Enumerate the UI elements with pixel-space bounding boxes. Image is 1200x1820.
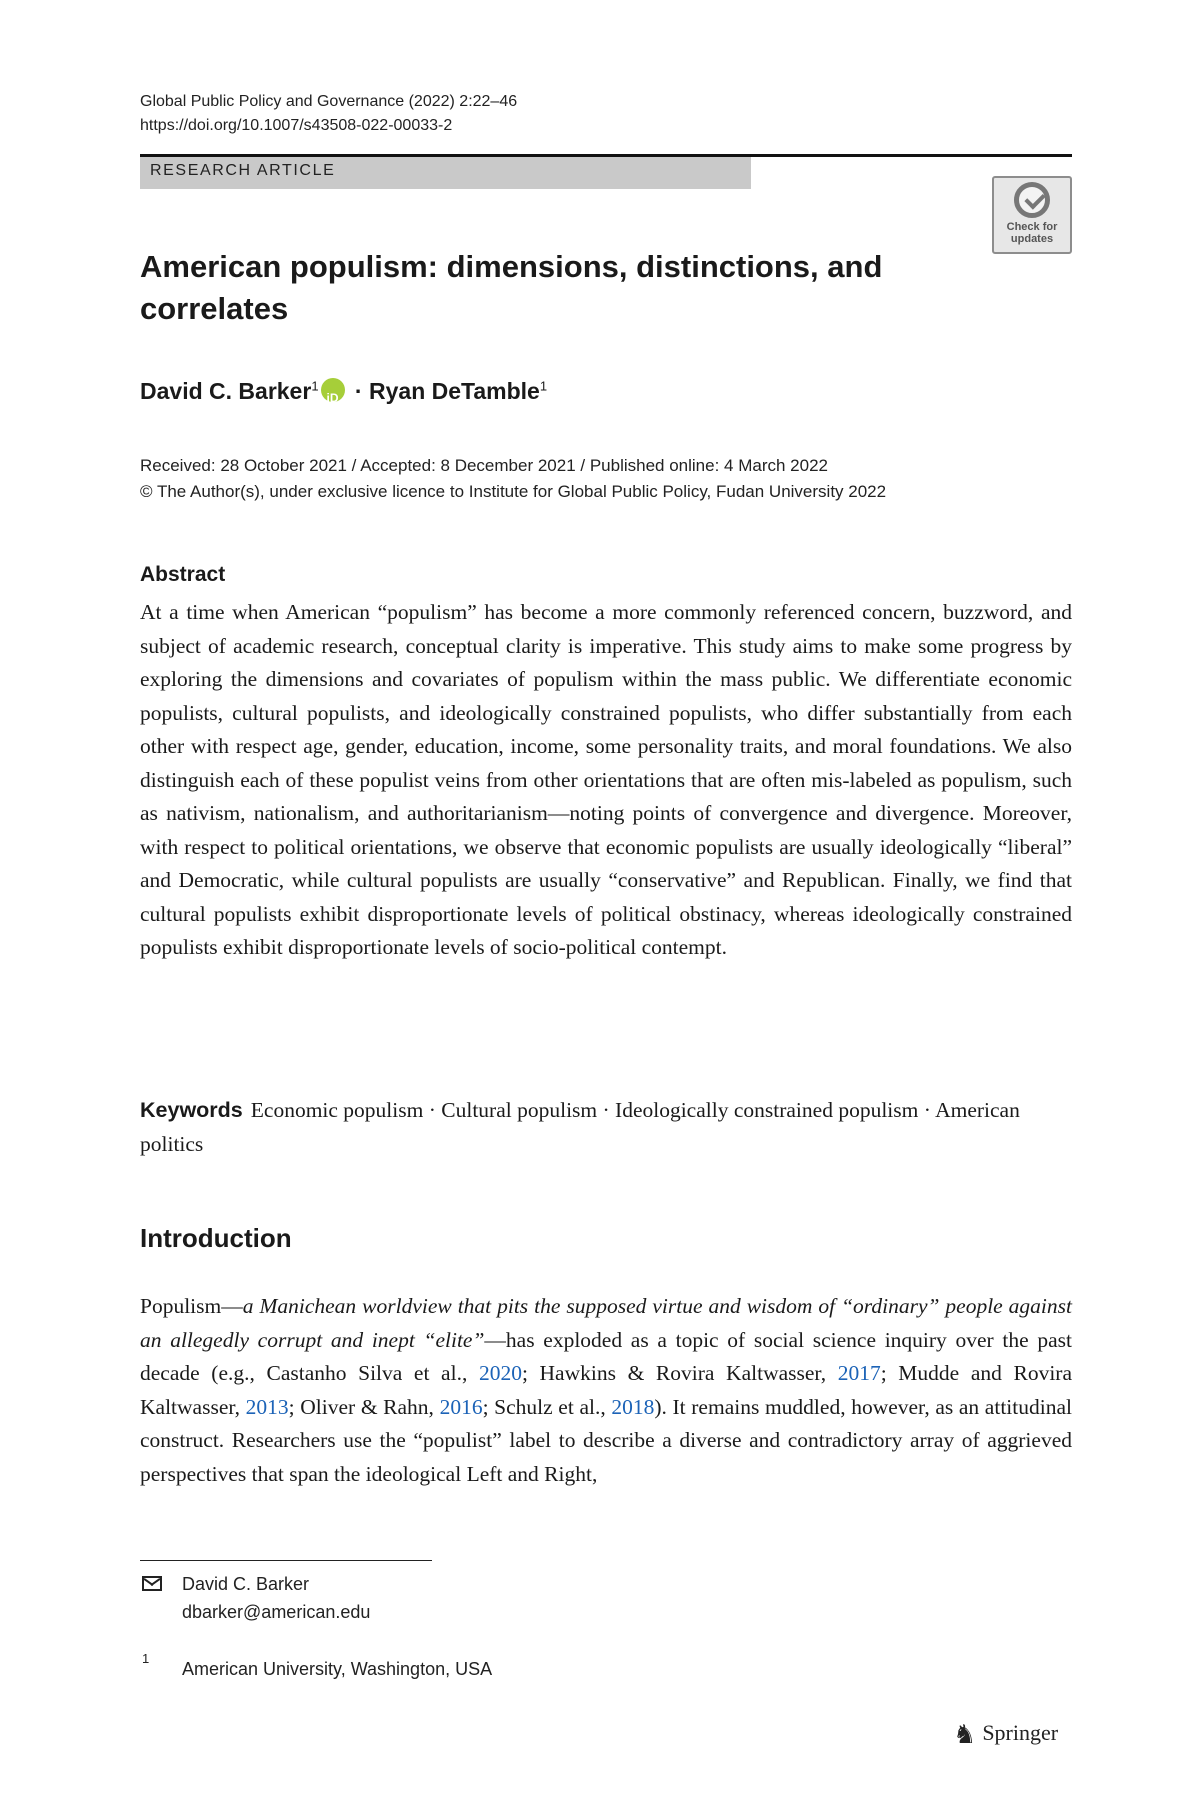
citation-link[interactable]: 2013 xyxy=(245,1394,289,1419)
citation-link[interactable]: 2016 xyxy=(439,1394,483,1419)
corresponding-author-name: David C. Barker xyxy=(182,1574,310,1594)
intro-text: —has exploded as a topic of social science inquiry over the past decade (e.g., Castanho Silva et al., xyxy=(140,1327,1072,1385)
article-title: American populism: dimensions, distinctions, and correlates xyxy=(140,249,883,326)
intro-text: ; Mudde and Rovira Kaltwasser, xyxy=(140,1361,1072,1419)
publication-dates: Received: 28 October 2021 / Accepted: 8 December 2021 / Published online: 4 March 2022 xyxy=(140,456,828,475)
corresponding-author-email[interactable]: dbarker@american.edu xyxy=(182,1602,371,1622)
author-separator: · xyxy=(348,378,369,404)
introduction-paragraph xyxy=(140,1290,1072,1491)
intro-text: ; Schulz et al., xyxy=(482,1394,612,1419)
copyright-notice: © The Author(s), under exclusive licence to Institute for Global Public Policy, Fudan University 2022 xyxy=(140,482,887,501)
section-heading-introduction: Introduction xyxy=(140,1223,292,1253)
keywords-list: Economic populism · Cultural populism · Ideologically constrained populism · American politics xyxy=(140,1098,1020,1156)
affiliation-marker: 1 xyxy=(539,378,548,394)
intro-text: ; Oliver & Rahn, xyxy=(288,1394,440,1419)
orcid-icon[interactable] xyxy=(321,378,345,402)
author-name[interactable]: Ryan DeTamble xyxy=(369,378,540,404)
keywords xyxy=(140,1094,1040,1161)
footnote-rule xyxy=(140,1560,432,1561)
citation-link[interactable]: 2018 xyxy=(611,1394,655,1419)
author-list xyxy=(140,375,547,407)
populism-definition: a Manichean worldview that pits the supposed virtue and wisdom of “ordinary” people against an allegedly corrupt and inept “elite” xyxy=(140,1294,1072,1352)
citation-link[interactable]: 2017 xyxy=(837,1361,881,1385)
affiliation-marker: 1 xyxy=(311,378,319,394)
affiliation-number: 1 xyxy=(142,1651,150,1666)
publisher-name: Springer xyxy=(982,1720,1059,1745)
intro-text: ; Hawkins & Rovira Kaltwasser, xyxy=(521,1361,838,1385)
abstract-text: At a time when American “populism” has become a more commonly referenced concern, buzzword, and subject of academic research, conceptual clarity is imperative. This study aims to make some progress by exploring the dimensions and covariates of populism within the mass public. We differentiate economic populists, cultural populists, and ideologically constrained populists, who differ substantially from each other with respect age, gender, education, income, some personality traits, and moral foundations. We also distinguish each of these populist veins from other orientations that are often mis-labeled as populism, such as nativism, nationalism, and authoritarianism—noting points of convergence and divergence. Moreover, with respect to political orientations, we observe that economic populists are usually ideologically “liberal” and Democratic, while cultural populists are usually “conservative” and Republican. Finally, we find that cultural populists exhibit disproportionate levels of political obstinacy, whereas ideologically constrained populists exhibit disproportionate levels of socio-political contempt. xyxy=(140,600,1072,959)
journal-citation: Global Public Policy and Governance (2022) 2:22–46 xyxy=(140,93,518,110)
article-type-label: RESEARCH ARTICLE xyxy=(150,162,336,179)
intro-text: Populism— xyxy=(140,1294,243,1318)
author-name[interactable]: David C. Barker xyxy=(140,378,312,404)
publisher-logo xyxy=(953,1720,1058,1754)
intro-text: ). It remains muddled, however, as an attitudinal construct. Researchers use the “populist” label to describe a diverse and contradictory array of aggrieved perspectives that span the ideological Left and Right, xyxy=(140,1394,1072,1486)
keywords-label: Keywords xyxy=(140,1098,243,1122)
affiliation-text: American University, Washington, USA xyxy=(182,1659,493,1679)
envelope-icon xyxy=(142,1576,162,1591)
check-updates-label: Check for updates xyxy=(1006,221,1058,245)
abstract-heading: Abstract xyxy=(140,563,226,586)
citation-link[interactable]: 2020 xyxy=(478,1361,522,1385)
check-updates-icon xyxy=(1014,182,1050,218)
article-type-bar xyxy=(140,157,751,189)
springer-horse-icon: ♞ xyxy=(953,1720,977,1749)
check-for-updates-badge[interactable] xyxy=(992,176,1072,254)
doi-link[interactable]: https://doi.org/10.1007/s43508-022-00033-2 xyxy=(140,117,453,134)
